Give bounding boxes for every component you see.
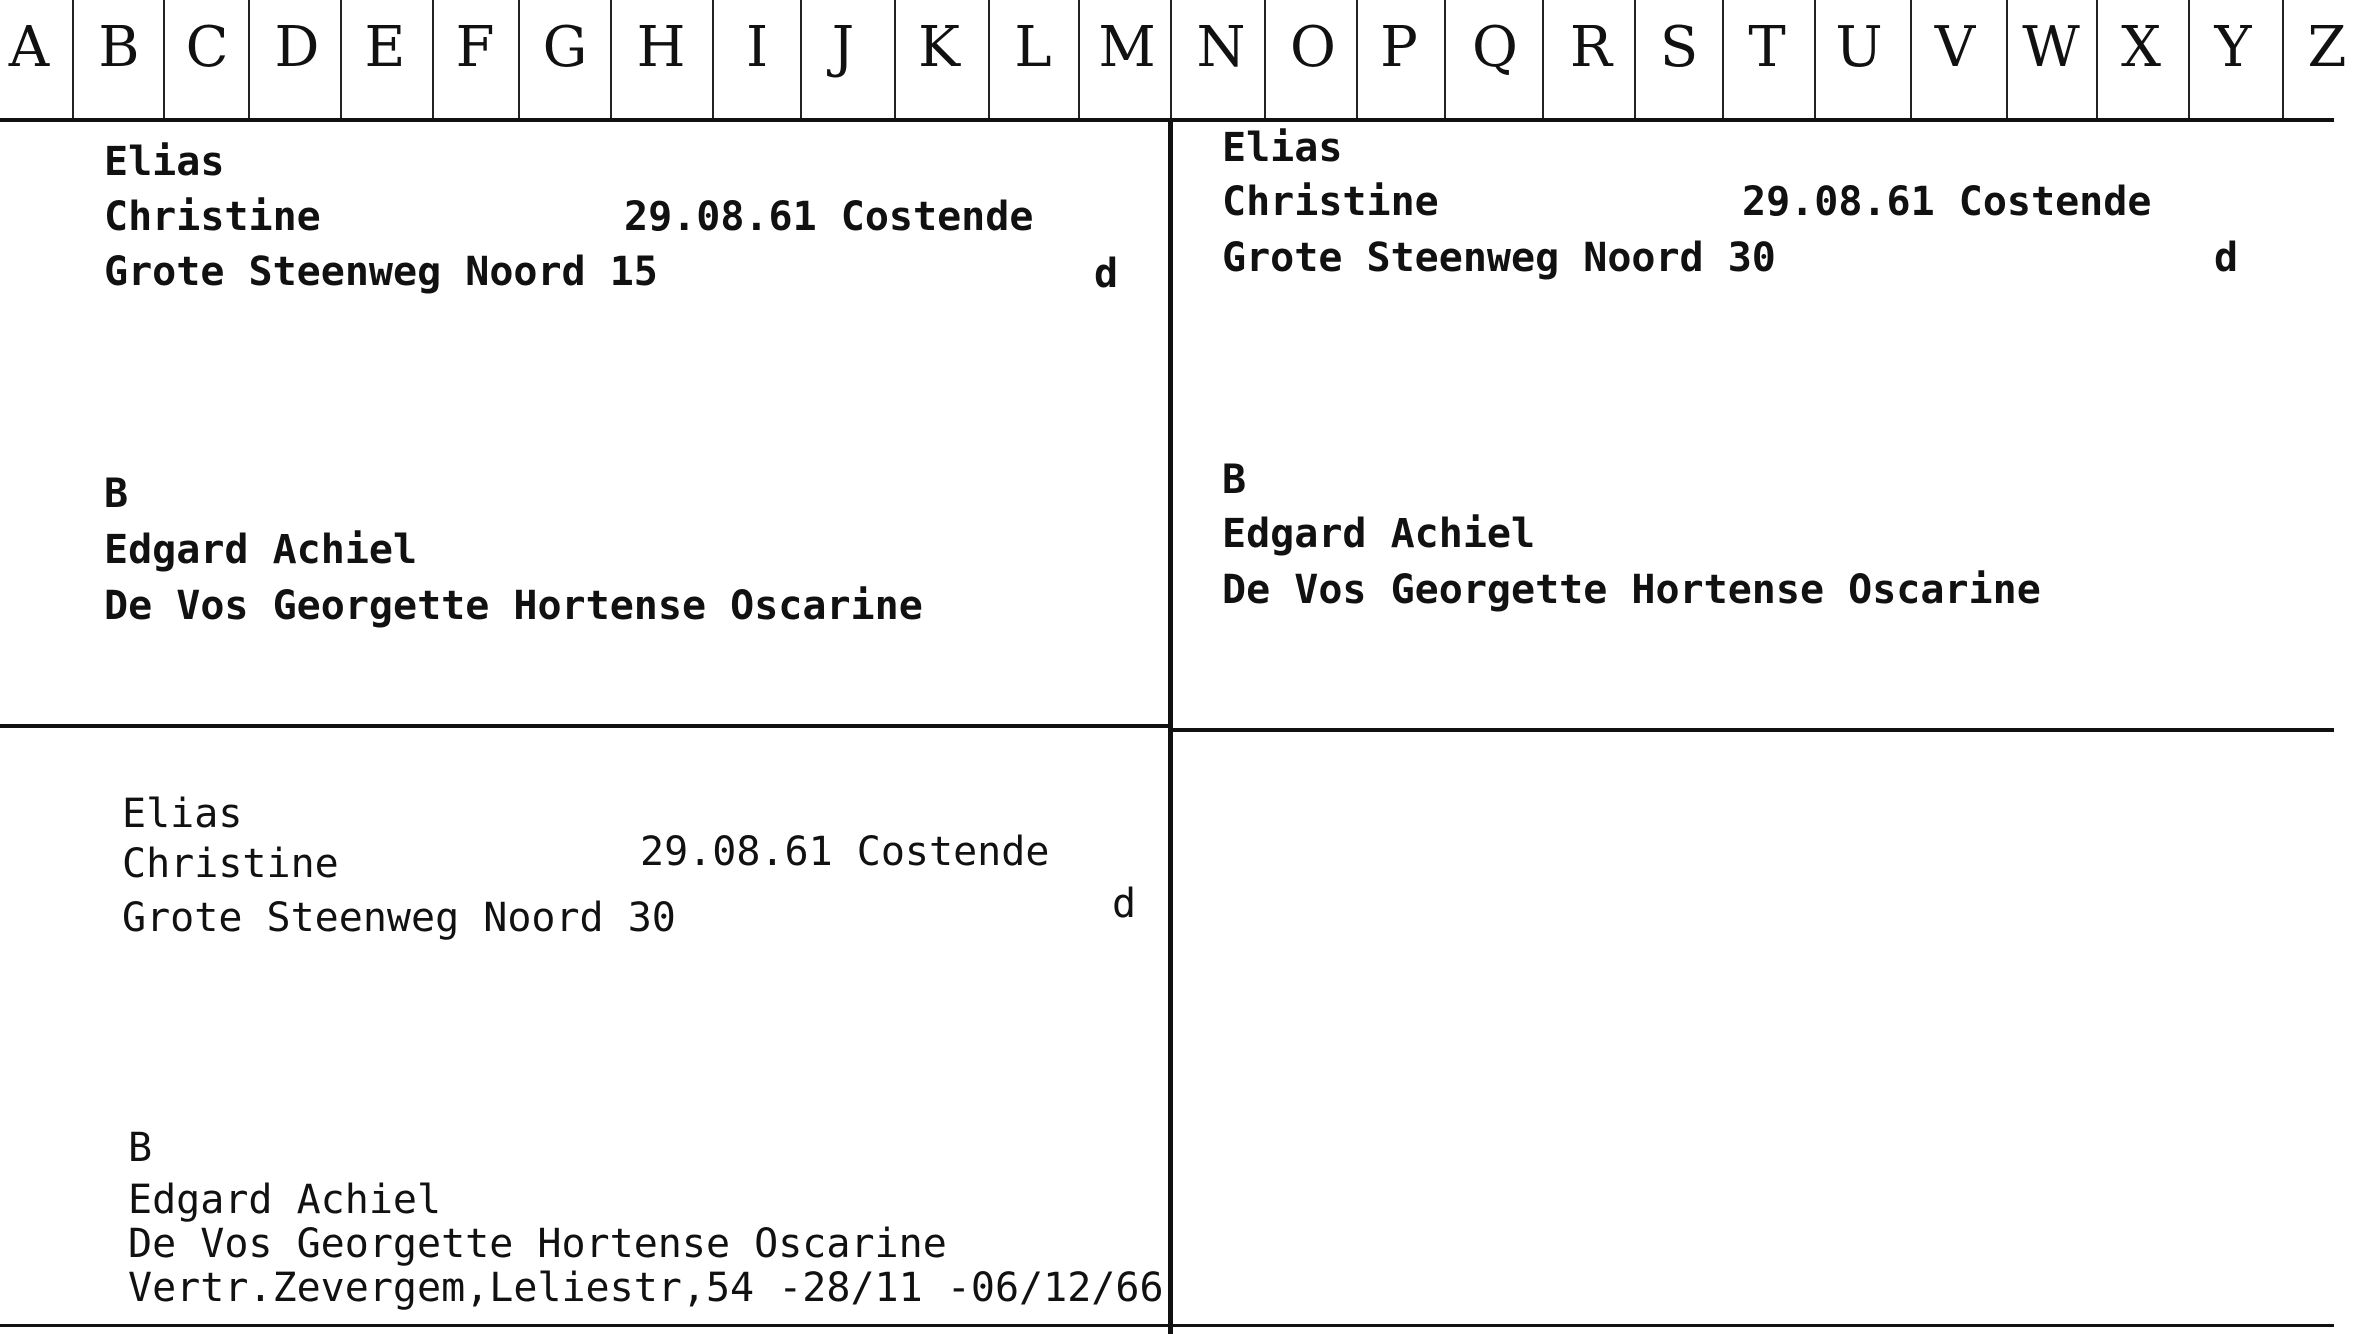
surname: Elias	[1222, 125, 1343, 171]
index-letter: I	[745, 15, 769, 80]
address: Grote Steenweg Noord 15	[104, 249, 658, 295]
index-divider	[1542, 0, 1544, 118]
alphabet-index-strip	[0, 0, 2347, 122]
index-letter: M	[1098, 15, 1156, 80]
index-letter: S	[1659, 15, 1699, 80]
index-letter: X	[2121, 15, 2161, 80]
index-letter: J	[831, 15, 855, 80]
index-letter: F	[455, 15, 495, 80]
mother-name: De Vos Georgette Hortense Oscarine	[1222, 567, 2041, 613]
index-letter: A	[8, 15, 50, 80]
first-name: Christine	[104, 194, 321, 240]
index-letter: R	[1569, 15, 1613, 80]
index-letter: G	[542, 15, 588, 80]
index-letter: Q	[1472, 15, 1518, 80]
card-mark: d	[2214, 235, 2239, 281]
father-names: Edgard Achiel	[104, 527, 418, 573]
index-divider	[1444, 0, 1446, 118]
index-letter: E	[364, 15, 406, 80]
card-divider-horizontal-left	[0, 724, 1168, 728]
index-letter: O	[1290, 15, 1336, 80]
index-letter: K	[918, 15, 960, 80]
address: Grote Steenweg Noord 30	[122, 895, 676, 941]
index-divider	[1170, 0, 1172, 118]
index-divider	[1264, 0, 1266, 118]
father-initial: B	[1222, 457, 1247, 503]
index-letter: H	[636, 15, 686, 80]
card-divider-horizontal-right	[1172, 728, 2334, 732]
index-letter: N	[1196, 15, 1246, 80]
index-card-2	[1222, 126, 2302, 706]
card-mark: d	[1112, 881, 1137, 927]
first-name: Christine	[122, 841, 339, 887]
surname: Elias	[104, 139, 225, 185]
index-letter: Z	[2307, 15, 2347, 80]
address: Grote Steenweg Noord 30	[1222, 235, 1776, 281]
mother-name: De Vos Georgette Hortense Oscarine	[104, 583, 923, 629]
birth-date-place: 29.08.61 Costende	[1742, 179, 2152, 225]
index-divider	[1078, 0, 1080, 118]
page-bottom-edge	[0, 1324, 2334, 1327]
birth-date-place: 29.08.61 Costende	[624, 194, 1034, 240]
father-initial: B	[128, 1125, 153, 1171]
index-letter: Y	[2214, 15, 2252, 80]
index-letter: U	[1835, 15, 1883, 80]
index-divider	[248, 0, 250, 118]
index-letter: T	[1748, 15, 1786, 80]
father-names: Edgard Achiel	[128, 1177, 442, 1223]
index-letter: L	[1014, 15, 1052, 80]
index-letter: B	[98, 15, 140, 80]
mother-name: De Vos Georgette Hortense Oscarine	[128, 1221, 947, 1267]
index-letter: V	[1934, 15, 1976, 80]
surname: Elias	[122, 791, 243, 837]
card-note: Vertr.Zevergem,Leliestr,54 -28/11 -06/12/66	[128, 1265, 1164, 1311]
father-names: Edgard Achiel	[1222, 511, 1536, 557]
birth-date-place: 29.08.61 Costende	[640, 829, 1050, 875]
index-letter: C	[185, 15, 229, 80]
first-name: Christine	[1222, 179, 1439, 225]
index-card-1	[104, 140, 1144, 700]
index-letter: W	[2022, 15, 2080, 80]
card-mark: d	[1094, 251, 1119, 297]
index-card-3	[122, 792, 1182, 1322]
index-divider	[610, 0, 612, 118]
father-initial: B	[104, 471, 129, 517]
index-letter: D	[274, 15, 320, 80]
index-letter: P	[1380, 15, 1418, 80]
